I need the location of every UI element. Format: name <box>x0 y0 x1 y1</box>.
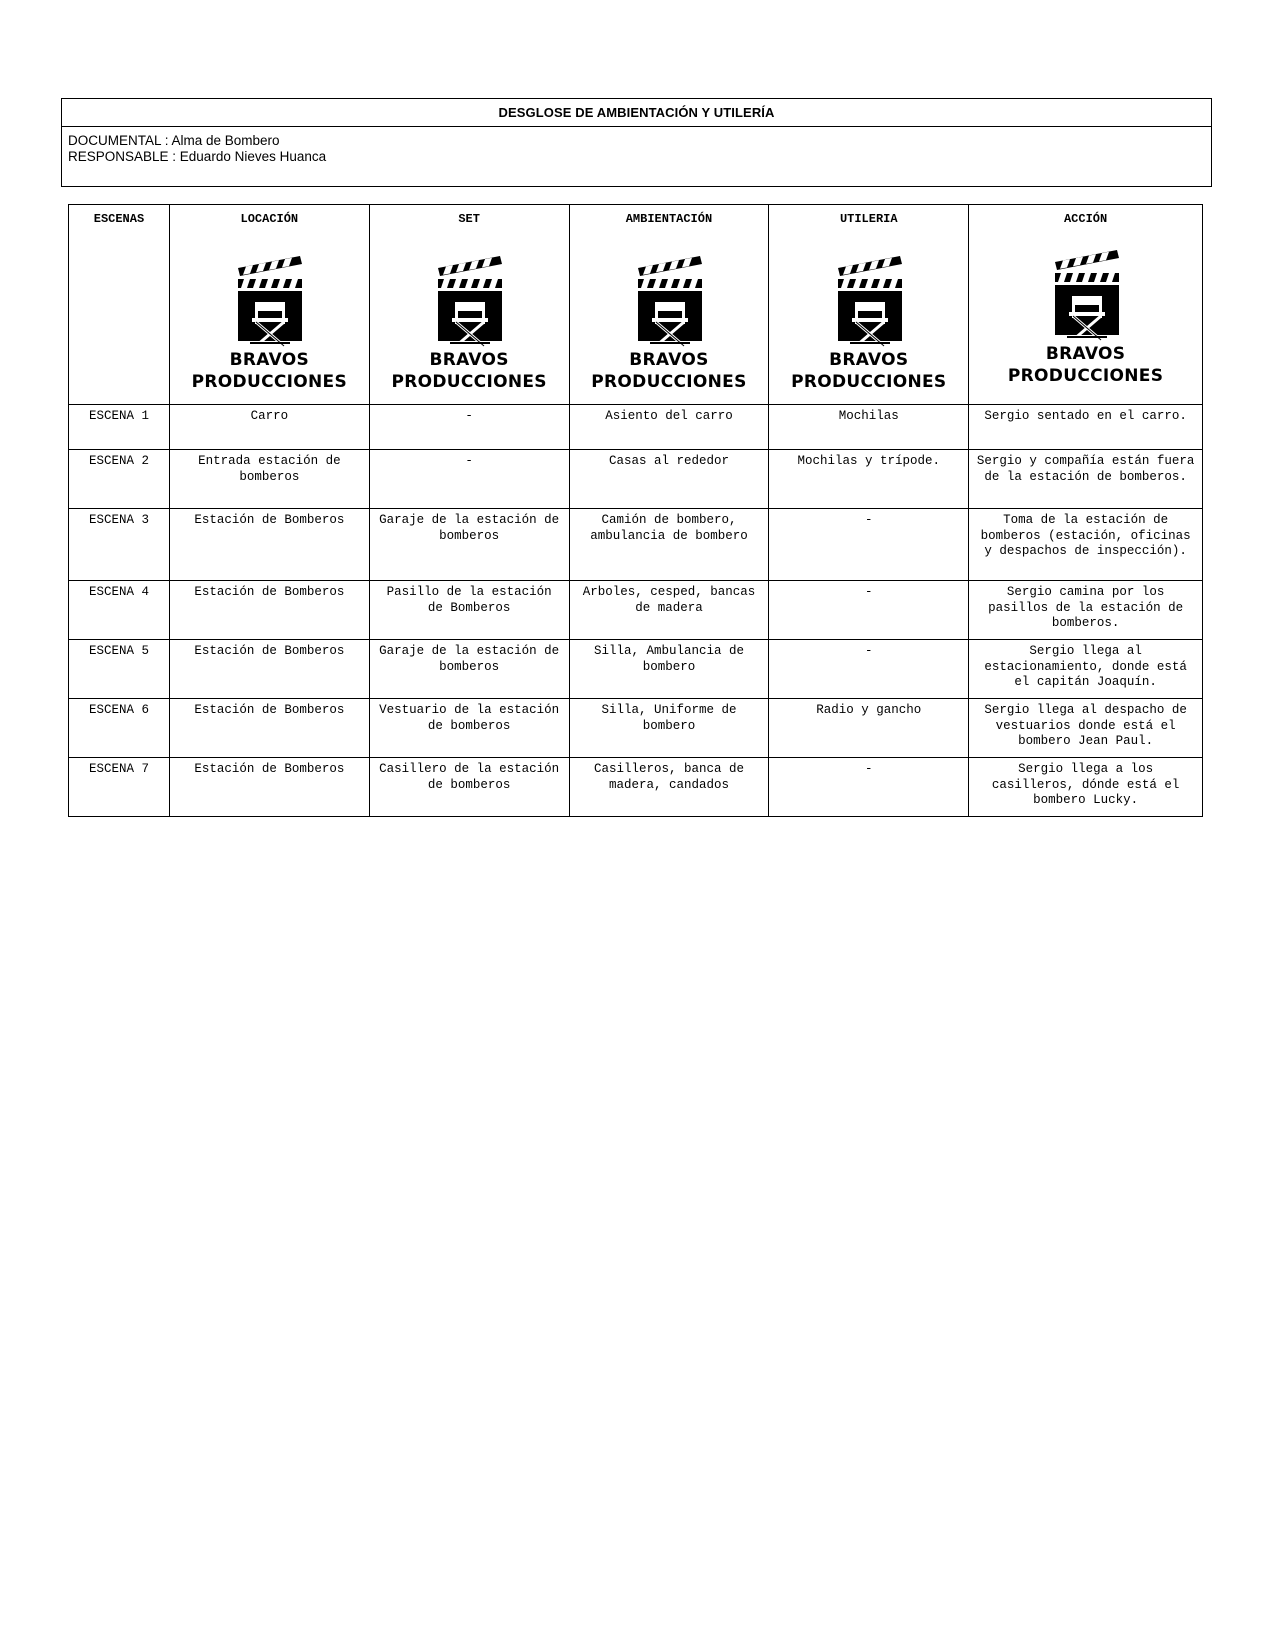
cell-set: Garaje de la estación de bomberos <box>369 509 569 581</box>
table-row <box>69 405 1203 450</box>
logo-line-2: PRODUCCIONES <box>1007 365 1164 386</box>
column-label: SET <box>458 212 480 226</box>
logo-line-1: BRAVOS <box>629 349 709 370</box>
cell-accion: Sergio sentado en el carro. <box>969 405 1203 450</box>
clapperboard-icon <box>1051 242 1121 342</box>
cell-utileria: - <box>769 509 969 581</box>
cell-ambientacion: Silla, Ambulancia de bombero <box>569 640 769 699</box>
bravos-logo <box>789 248 949 392</box>
cell-ambientacion: Asiento del carro <box>569 405 769 450</box>
cell-escena: ESCENA 1 <box>69 405 170 450</box>
cell-accion: Sergio llega al estacionamiento, donde está el capitán Joaquín. <box>969 640 1203 699</box>
cell-set: Pasillo de la estación de Bomberos <box>369 581 569 640</box>
cell-ambientacion: Silla, Uniforme de bombero <box>569 699 769 758</box>
clapperboard-icon <box>434 248 504 348</box>
table-row <box>69 509 1203 581</box>
clapperboard-icon <box>634 248 704 348</box>
document-info <box>62 127 1211 165</box>
cell-utileria: Mochilas y trípode. <box>769 450 969 509</box>
logo-line-2: PRODUCCIONES <box>391 371 547 392</box>
cell-ambientacion: Arboles, cesped, bancas de madera <box>569 581 769 640</box>
cell-ambientacion: Casilleros, banca de madera, candados <box>569 758 769 817</box>
cell-locacion: Estación de Bomberos <box>169 509 369 581</box>
column-label: UTILERIA <box>839 212 898 226</box>
table-header-row <box>69 205 1203 405</box>
cell-accion: Sergio llega a los casilleros, dónde está el bombero Lucky. <box>969 758 1203 817</box>
cell-escena: ESCENA 4 <box>69 581 170 640</box>
cell-accion: Toma de la estación de bomberos (estación, oficinas y despachos de inspección). <box>969 509 1203 581</box>
column-header-utileria <box>769 205 969 405</box>
cell-escena: ESCENA 2 <box>69 450 170 509</box>
table-row <box>69 450 1203 509</box>
cell-locacion: Estación de Bomberos <box>169 640 369 699</box>
responsable-line: RESPONSABLE : Eduardo Nieves Huanca <box>68 149 327 164</box>
cell-escena: ESCENA 5 <box>69 640 170 699</box>
logo-line-1: BRAVOS <box>1045 343 1126 364</box>
logo-line-1: BRAVOS <box>829 349 909 370</box>
bravos-logo <box>189 248 349 392</box>
column-label: ESCENAS <box>93 212 145 226</box>
document-title: DESGLOSE DE AMBIENTACIÓN Y UTILERÍA <box>62 99 1211 127</box>
document-header <box>61 98 1212 187</box>
cell-accion: Sergio y compañía están fuera de la estación de bomberos. <box>969 450 1203 509</box>
cell-locacion: Carro <box>169 405 369 450</box>
cell-utileria: - <box>769 581 969 640</box>
cell-locacion: Entrada estación de bomberos <box>169 450 369 509</box>
logo-line-2: PRODUCCIONES <box>591 371 747 392</box>
cell-locacion: Estación de Bomberos <box>169 581 369 640</box>
cell-set: Garaje de la estación de bomberos <box>369 640 569 699</box>
column-label: AMBIENTACIÓN <box>625 212 713 226</box>
cell-set: - <box>369 405 569 450</box>
clapperboard-icon <box>234 248 304 348</box>
logo-line-2: PRODUCCIONES <box>791 371 947 392</box>
column-header-set <box>369 205 569 405</box>
bravos-logo <box>589 248 749 392</box>
cell-set: Vestuario de la estación de bomberos <box>369 699 569 758</box>
column-header-ambientacion <box>569 205 769 405</box>
bravos-logo <box>389 248 549 392</box>
column-header-accion <box>969 205 1203 405</box>
logo-line-2: PRODUCCIONES <box>191 371 347 392</box>
cell-escena: ESCENA 6 <box>69 699 170 758</box>
table-row <box>69 758 1203 817</box>
table-row <box>69 640 1203 699</box>
cell-locacion: Estación de Bomberos <box>169 758 369 817</box>
column-header-locacion <box>169 205 369 405</box>
cell-ambientacion: Camión de bombero, ambulancia de bombero <box>569 509 769 581</box>
table-row <box>69 699 1203 758</box>
clapperboard-icon <box>834 248 904 348</box>
column-header-escenas <box>69 205 170 405</box>
cell-utileria: Mochilas <box>769 405 969 450</box>
logo-line-1: BRAVOS <box>229 349 310 370</box>
cell-set: - <box>369 450 569 509</box>
cell-escena: ESCENA 3 <box>69 509 170 581</box>
breakdown-table <box>68 204 1203 817</box>
cell-escena: ESCENA 7 <box>69 758 170 817</box>
cell-utileria: Radio y gancho <box>769 699 969 758</box>
cell-utileria: - <box>769 640 969 699</box>
cell-accion: Sergio camina por los pasillos de la estación de bomberos. <box>969 581 1203 640</box>
cell-set: Casillero de la estación de bomberos <box>369 758 569 817</box>
cell-accion: Sergio llega al despacho de vestuarios donde está el bombero Jean Paul. <box>969 699 1203 758</box>
cell-ambientacion: Casas al rededor <box>569 450 769 509</box>
documental-line: DOCUMENTAL : Alma de Bombero <box>68 133 280 148</box>
column-label: ACCIÓN <box>1063 212 1108 226</box>
cell-locacion: Estación de Bomberos <box>169 699 369 758</box>
bravos-logo <box>1006 242 1166 386</box>
column-label: LOCACIÓN <box>240 212 299 226</box>
table-row <box>69 581 1203 640</box>
cell-utileria: - <box>769 758 969 817</box>
logo-line-1: BRAVOS <box>429 349 509 370</box>
